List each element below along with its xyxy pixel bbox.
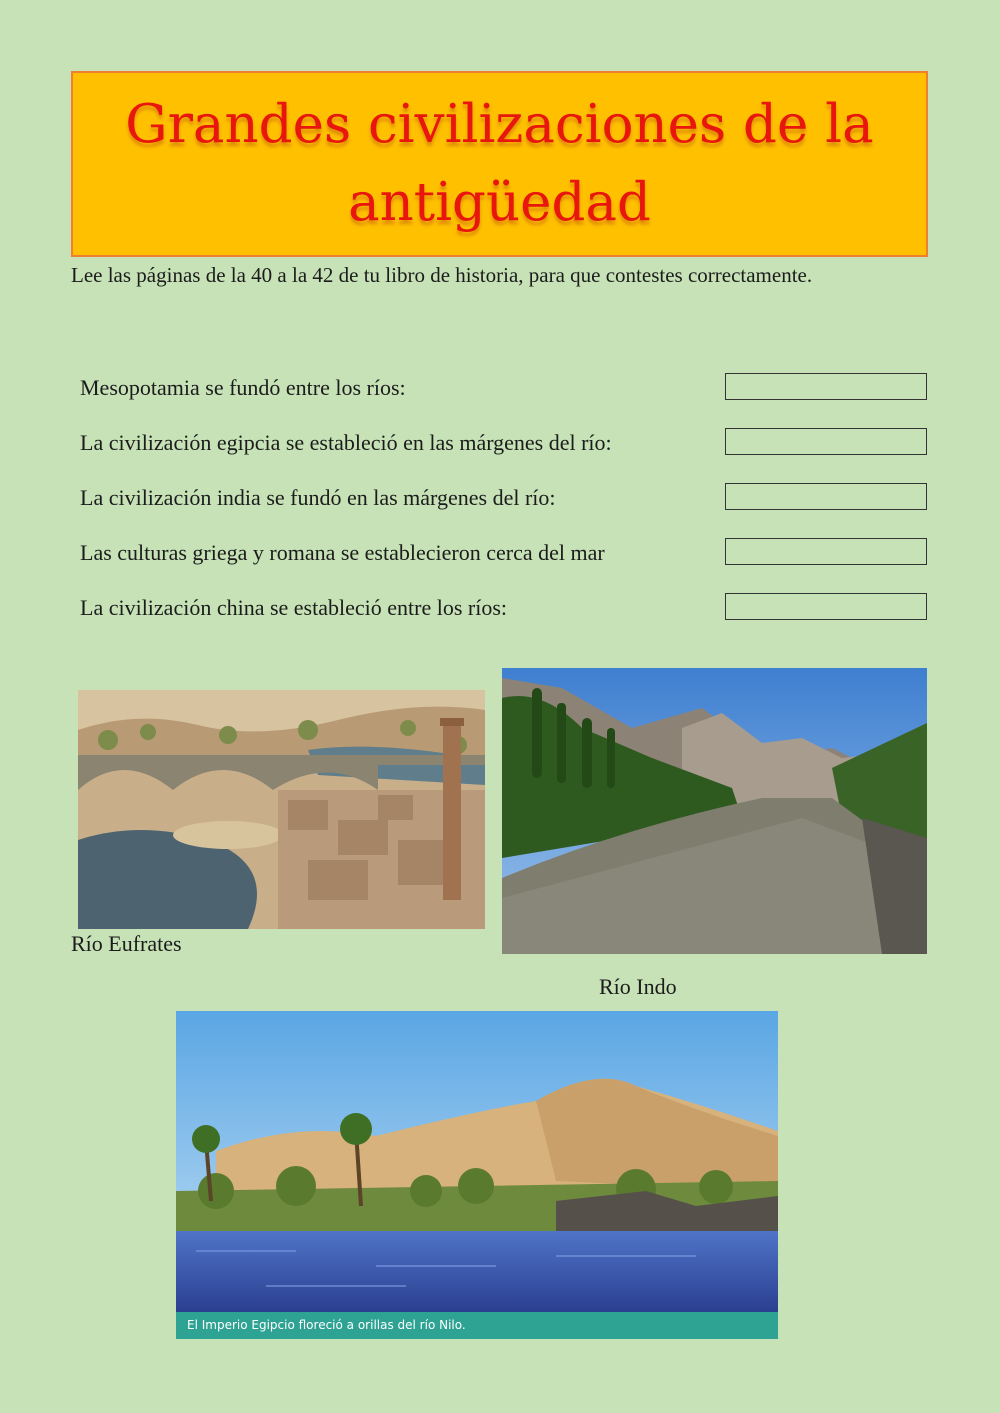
question-row xyxy=(80,539,930,569)
question-label: Mesopotamia se fundó entre los ríos: xyxy=(80,375,406,400)
question-label: Las culturas griega y romana se establecieron cerca del mar xyxy=(80,540,605,565)
question-label: La civilización china se estableció entre los ríos: xyxy=(80,595,508,620)
euphrates-caption: Río Eufrates xyxy=(71,931,182,956)
question-row xyxy=(80,429,930,459)
answer-field[interactable] xyxy=(725,483,927,510)
answer-field[interactable] xyxy=(725,593,927,620)
indus-caption: Río Indo xyxy=(599,974,677,999)
answer-field[interactable] xyxy=(725,538,927,565)
page-title: Grandes civilizaciones de la antigüedad xyxy=(125,94,874,233)
nile-photo xyxy=(176,1011,778,1339)
answer-field[interactable] xyxy=(725,373,927,400)
question-label: La civilización india se fundó en las márgenes del río: xyxy=(80,485,556,510)
question-label: La civilización egipcia se estableció en las márgenes del río: xyxy=(80,430,612,455)
indus-photo xyxy=(502,668,927,954)
question-row xyxy=(80,594,930,624)
nile-caption: El Imperio Egipcio floreció a orillas del río Nilo. xyxy=(176,1312,778,1339)
question-row xyxy=(80,374,930,404)
euphrates-photo xyxy=(78,690,485,929)
question-row xyxy=(80,484,930,514)
answer-field[interactable] xyxy=(725,428,927,455)
instructions-text: Lee las páginas de la 40 a la 42 de tu libro de historia, para que contestes correctamente. xyxy=(71,263,813,287)
title-banner xyxy=(71,71,928,257)
